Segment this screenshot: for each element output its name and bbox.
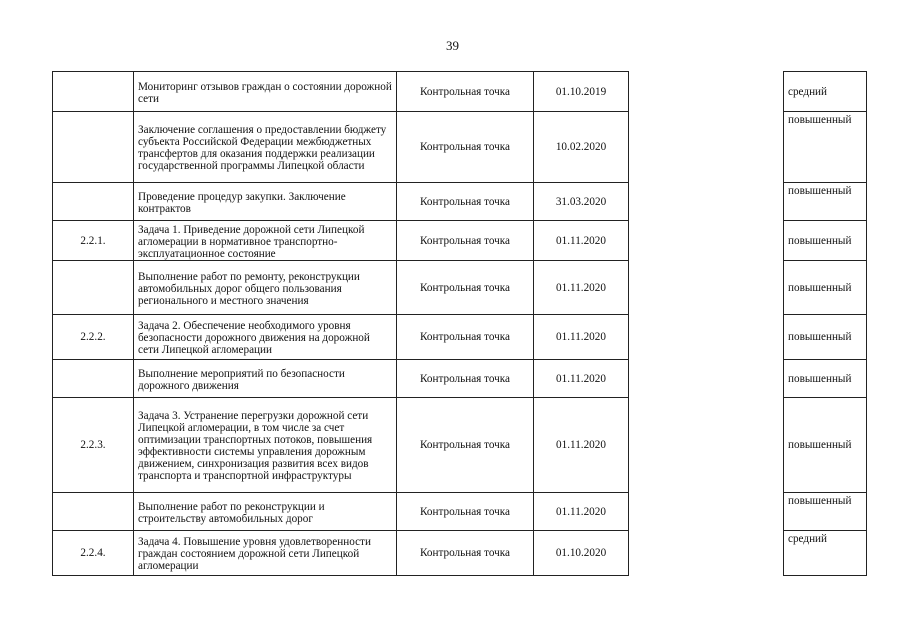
table-row	[784, 360, 867, 398]
row-risk-level: повышенный	[784, 112, 867, 183]
table-row	[784, 398, 867, 493]
row-number: 2.2.3.	[53, 398, 134, 493]
row-type: Контрольная точка	[397, 493, 534, 531]
table-row	[53, 183, 629, 221]
row-name: Задача 4. Повышение уровня удовлетворенности граждан состоянием дорожной сети Липецкой агломерации	[134, 531, 397, 576]
row-date: 01.11.2020	[534, 221, 629, 261]
table-row	[784, 72, 867, 112]
table-row	[53, 398, 629, 493]
row-name: Выполнение работ по реконструкции и строительству автомобильных дорог	[134, 493, 397, 531]
table-row	[53, 221, 629, 261]
row-type: Контрольная точка	[397, 221, 534, 261]
table-row	[53, 261, 629, 315]
row-number: 2.2.4.	[53, 531, 134, 576]
row-number	[53, 360, 134, 398]
risk-level-table	[783, 71, 867, 576]
table-row	[784, 112, 867, 183]
table-row	[784, 221, 867, 261]
row-number: 2.2.2.	[53, 315, 134, 360]
row-risk-level: повышенный	[784, 398, 867, 493]
row-name: Задача 1. Приведение дорожной сети Липецкой агломерации в нормативное транспортно-эксплуатационное состояние	[134, 221, 397, 261]
row-type: Контрольная точка	[397, 360, 534, 398]
row-type: Контрольная точка	[397, 112, 534, 183]
page-number: 39	[446, 38, 459, 53]
row-number	[53, 261, 134, 315]
row-date: 01.10.2020	[534, 531, 629, 576]
row-risk-level: повышенный	[784, 315, 867, 360]
row-risk-level: повышенный	[784, 261, 867, 315]
row-type: Контрольная точка	[397, 315, 534, 360]
row-number	[53, 493, 134, 531]
row-name: Проведение процедур закупки. Заключение контрактов	[134, 183, 397, 221]
table-row	[53, 493, 629, 531]
row-type: Контрольная точка	[397, 183, 534, 221]
row-name: Выполнение работ по ремонту, реконструкции автомобильных дорог общего пользования регионального и местного значения	[134, 261, 397, 315]
row-date: 31.03.2020	[534, 183, 629, 221]
table-row	[53, 360, 629, 398]
row-number	[53, 183, 134, 221]
row-name: Мониторинг отзывов граждан о состоянии дорожной сети	[134, 72, 397, 112]
table-row	[53, 315, 629, 360]
row-type: Контрольная точка	[397, 531, 534, 576]
table-row	[784, 183, 867, 221]
row-number	[53, 72, 134, 112]
row-date: 01.11.2020	[534, 315, 629, 360]
row-date: 01.11.2020	[534, 398, 629, 493]
table-row	[784, 315, 867, 360]
row-risk-level: повышенный	[784, 183, 867, 221]
row-date: 01.11.2020	[534, 493, 629, 531]
row-risk-level: повышенный	[784, 360, 867, 398]
table-row	[53, 112, 629, 183]
row-date: 01.11.2020	[534, 360, 629, 398]
row-name: Задача 3. Устранение перегрузки дорожной сети Липецкой агломерации, в том числе за счет оптимизации транспортных потоков, повышения эффективности системы управления дорожным движением, синхронизация развития всех видов транспорта и транспортной инфраструктуры	[134, 398, 397, 493]
row-risk-level: средний	[784, 531, 867, 576]
row-type: Контрольная точка	[397, 72, 534, 112]
table-row	[784, 531, 867, 576]
row-risk-level: повышенный	[784, 221, 867, 261]
row-number	[53, 112, 134, 183]
table-row	[784, 493, 867, 531]
table-row	[784, 261, 867, 315]
row-risk-level: повышенный	[784, 493, 867, 531]
row-date: 01.11.2020	[534, 261, 629, 315]
table-row	[53, 531, 629, 576]
row-name: Выполнение мероприятий по безопасности дорожного движения	[134, 360, 397, 398]
table-row	[53, 72, 629, 112]
row-number: 2.2.1.	[53, 221, 134, 261]
row-type: Контрольная точка	[397, 261, 534, 315]
row-risk-level: средний	[784, 72, 867, 112]
row-date: 10.02.2020	[534, 112, 629, 183]
row-date: 01.10.2019	[534, 72, 629, 112]
row-type: Контрольная точка	[397, 398, 534, 493]
main-table	[52, 71, 629, 576]
row-name: Задача 2. Обеспечение необходимого уровня безопасности дорожного движения на дорожной сети Липецкой агломерации	[134, 315, 397, 360]
row-name: Заключение соглашения о предоставлении бюджету субъекта Российской Федерации межбюджетных трансфертов для оказания поддержки реализации государственной программы Липецкой области	[134, 112, 397, 183]
